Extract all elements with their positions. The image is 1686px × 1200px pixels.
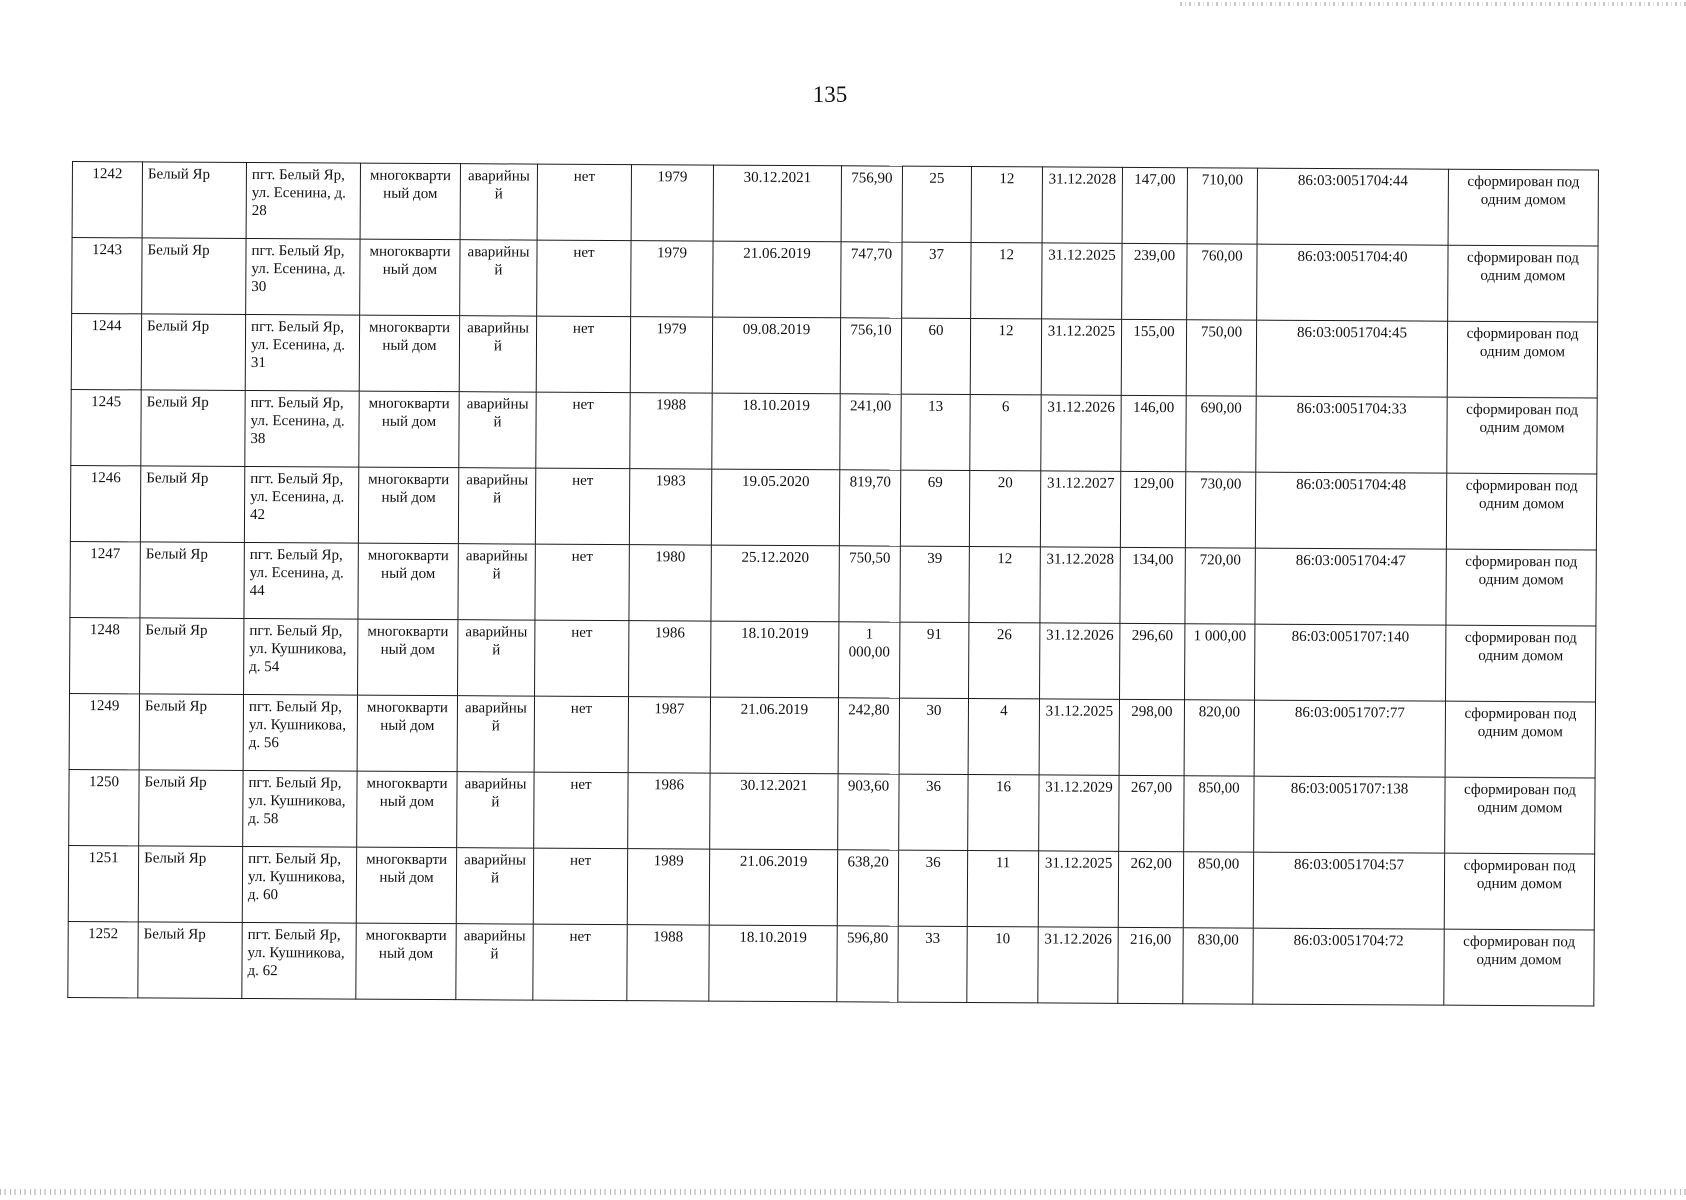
cell-note: сформирован под одним домом <box>1447 397 1597 474</box>
cell-cadastral: 86:03:0051704:48 <box>1255 472 1446 549</box>
cell-land-area: 730,00 <box>1185 472 1255 548</box>
cell-apartments: 12 <box>971 243 1042 319</box>
cell-note: сформирован под одним домом <box>1446 625 1596 702</box>
cell-deadline: 31.12.2025 <box>1039 699 1119 775</box>
cell-date: 21.06.2019 <box>709 849 837 926</box>
cell-house-type: многоквартиный дом <box>359 315 459 392</box>
cell-area: 750,50 <box>839 546 900 622</box>
cell-note: сформирован под одним домом <box>1446 549 1596 626</box>
cell-cadastral: 86:03:0051704:40 <box>1257 244 1448 321</box>
cell-land-area: 690,00 <box>1186 396 1256 472</box>
cell-address: пгт. Белый Яр, ул. Есенина, д. 38 <box>245 390 359 467</box>
cell-residents: 30 <box>899 698 968 774</box>
cell-area-2: 239,00 <box>1122 243 1187 319</box>
cell-cadastral: 86:03:0051707:77 <box>1254 700 1445 777</box>
cell-area-2: 134,00 <box>1120 547 1185 623</box>
cell-status: аварийный <box>460 240 537 316</box>
cell-date: 25.12.2020 <box>711 545 839 622</box>
cell-note: сформирован под одним домом <box>1445 701 1595 778</box>
cell-deadline: 31.12.2026 <box>1040 623 1120 699</box>
cell-date: 21.06.2019 <box>713 241 841 318</box>
cell-residents: 36 <box>898 850 967 926</box>
cell-area: 747,70 <box>841 242 902 318</box>
cell-date: 18.10.2019 <box>709 925 837 1002</box>
cell-apartments: 12 <box>970 319 1041 395</box>
cell-area: 241,00 <box>840 394 901 470</box>
cell-settlement: Белый Яр <box>142 162 246 239</box>
cell-flag: нет <box>535 620 629 697</box>
cell-flag: нет <box>534 772 628 849</box>
cell-settlement: Белый Яр <box>138 846 242 923</box>
cell-flag: нет <box>533 848 627 925</box>
cell-residents: 13 <box>901 394 970 470</box>
cell-residents: 33 <box>898 926 967 1002</box>
housing-table <box>67 161 1599 1007</box>
cell-year: 1989 <box>627 849 709 925</box>
cell-year: 1988 <box>627 925 709 1001</box>
table-row <box>70 617 1596 702</box>
table-row <box>72 238 1598 323</box>
cell-area-2: 262,00 <box>1118 851 1183 927</box>
cell-deadline: 31.12.2025 <box>1038 851 1118 927</box>
cell-apartments: 16 <box>968 775 1039 851</box>
cell-area: 819,70 <box>839 470 900 546</box>
table-row <box>69 693 1595 778</box>
table-row <box>71 389 1597 474</box>
cell-area: 756,10 <box>840 318 901 394</box>
cell-address: пгт. Белый Яр, ул. Есенина, д. 44 <box>244 542 358 619</box>
cell-cadastral: 86:03:0051704:57 <box>1253 852 1444 929</box>
cell-flag: нет <box>533 924 627 1001</box>
cell-status: аварийный <box>457 772 534 848</box>
cell-area: 638,20 <box>837 850 898 926</box>
table-row <box>70 465 1596 550</box>
cell-note: сформирован под одним домом <box>1448 169 1598 246</box>
cell-apartments: 12 <box>969 547 1040 623</box>
cell-area-2: 129,00 <box>1120 471 1185 547</box>
cell-number: 1243 <box>72 238 142 314</box>
cell-year: 1987 <box>628 697 710 773</box>
cell-residents: 60 <box>901 318 970 394</box>
cell-cadastral: 86:03:0051707:140 <box>1255 624 1446 701</box>
cell-area-2: 267,00 <box>1119 775 1184 851</box>
cell-number: 1250 <box>69 769 139 845</box>
cell-area: 242,80 <box>838 698 899 774</box>
cell-note: сформирован под одним домом <box>1445 777 1595 854</box>
cell-flag: нет <box>535 468 629 545</box>
cell-land-area: 830,00 <box>1183 928 1253 1004</box>
cell-area-2: 147,00 <box>1122 167 1187 243</box>
cell-settlement: Белый Яр <box>139 770 243 847</box>
cell-cadastral: 86:03:0051707:138 <box>1254 776 1445 853</box>
cell-address: пгт. Белый Яр, ул. Кушникова, д. 60 <box>242 846 356 923</box>
cell-area: 1 000,00 <box>839 622 900 698</box>
scan-noise-top <box>1180 2 1686 6</box>
table-row <box>69 769 1595 854</box>
cell-cadastral: 86:03:0051704:72 <box>1253 928 1444 1005</box>
cell-flag: нет <box>535 544 629 621</box>
cell-land-area: 820,00 <box>1184 700 1254 776</box>
cell-apartments: 26 <box>969 623 1040 699</box>
cell-cadastral: 86:03:0051704:47 <box>1255 548 1446 625</box>
cell-date: 21.06.2019 <box>710 697 838 774</box>
cell-apartments: 11 <box>967 851 1038 927</box>
cell-flag: нет <box>536 316 630 393</box>
cell-flag: нет <box>536 392 630 469</box>
cell-deadline: 31.12.2028 <box>1040 547 1120 623</box>
cell-flag: нет <box>537 164 631 241</box>
cell-house-type: многоквартиный дом <box>358 619 458 696</box>
cell-year: 1979 <box>631 165 713 241</box>
cell-house-type: многоквартиный дом <box>360 163 460 240</box>
cell-date: 19.05.2020 <box>711 469 839 546</box>
cell-note: сформирован под одним домом <box>1448 245 1598 322</box>
table-row <box>68 845 1594 930</box>
cell-number: 1247 <box>70 541 140 617</box>
cell-settlement: Белый Яр <box>142 238 246 315</box>
cell-residents: 91 <box>900 622 969 698</box>
cell-address: пгт. Белый Яр, ул. Кушникова, д. 58 <box>243 770 357 847</box>
cell-house-type: многоквартиный дом <box>356 847 456 924</box>
cell-note: сформирован под одним домом <box>1444 853 1594 930</box>
cell-deadline: 31.12.2028 <box>1042 167 1122 243</box>
cell-land-area: 710,00 <box>1187 168 1257 244</box>
cell-number: 1245 <box>71 389 141 465</box>
cell-year: 1980 <box>629 545 711 621</box>
cell-land-area: 850,00 <box>1183 852 1253 928</box>
cell-house-type: многоквартиный дом <box>357 771 457 848</box>
cell-year: 1979 <box>631 241 713 317</box>
cell-year: 1986 <box>628 773 710 849</box>
cell-address: пгт. Белый Яр, ул. Есенина, д. 30 <box>246 238 360 315</box>
cell-number: 1246 <box>70 465 140 541</box>
cell-deadline: 31.12.2025 <box>1041 319 1121 395</box>
cell-residents: 69 <box>900 470 969 546</box>
cell-year: 1986 <box>629 621 711 697</box>
cell-house-type: многоквартиный дом <box>358 467 458 544</box>
cell-house-type: многоквартиный дом <box>359 391 459 468</box>
cell-settlement: Белый Яр <box>140 618 244 695</box>
cell-residents: 39 <box>900 546 969 622</box>
cell-apartments: 20 <box>969 471 1040 547</box>
cell-land-area: 750,00 <box>1186 320 1256 396</box>
cell-cadastral: 86:03:0051704:33 <box>1256 396 1447 473</box>
cell-number: 1244 <box>71 314 141 390</box>
cell-apartments: 6 <box>970 395 1041 471</box>
cell-settlement: Белый Яр <box>140 542 244 619</box>
cell-number: 1251 <box>68 845 138 921</box>
cell-date: 30.12.2021 <box>713 165 841 242</box>
table-row <box>72 162 1598 247</box>
cell-status: аварийный <box>458 544 535 620</box>
cell-residents: 25 <box>902 166 971 242</box>
cell-number: 1242 <box>72 162 142 238</box>
cell-number: 1252 <box>68 921 138 997</box>
cell-cadastral: 86:03:0051704:45 <box>1256 320 1447 397</box>
table-row <box>70 541 1596 626</box>
cell-status: аварийный <box>458 468 535 544</box>
cell-status: аварийный <box>456 924 533 1000</box>
cell-apartments: 12 <box>971 167 1042 243</box>
page-number: 135 <box>812 82 848 107</box>
cell-apartments: 4 <box>968 699 1039 775</box>
cell-date: 30.12.2021 <box>710 773 838 850</box>
cell-date: 18.10.2019 <box>711 621 839 698</box>
cell-deadline: 31.12.2027 <box>1040 471 1120 547</box>
table-body <box>68 162 1599 1007</box>
cell-cadastral: 86:03:0051704:44 <box>1257 168 1448 245</box>
cell-year: 1983 <box>629 469 711 545</box>
cell-number: 1248 <box>70 617 140 693</box>
cell-status: аварийный <box>458 620 535 696</box>
cell-note: сформирован под одним домом <box>1446 473 1596 550</box>
cell-flag: нет <box>534 696 628 773</box>
cell-address: пгт. Белый Яр, ул. Кушникова, д. 56 <box>243 694 357 771</box>
cell-settlement: Белый Яр <box>141 390 245 467</box>
cell-area: 596,80 <box>837 926 898 1002</box>
cell-address: пгт. Белый Яр, ул. Кушникова, д. 54 <box>244 618 358 695</box>
cell-settlement: Белый Яр <box>138 922 242 999</box>
cell-note: сформирован под одним домом <box>1444 929 1594 1006</box>
cell-address: пгт. Белый Яр, ул. Есенина, д. 28 <box>246 162 360 239</box>
cell-house-type: многоквартиный дом <box>358 543 458 620</box>
cell-house-type: многоквартиный дом <box>357 695 457 772</box>
cell-status: аварийный <box>457 696 534 772</box>
cell-deadline: 31.12.2025 <box>1042 243 1122 319</box>
cell-land-area: 720,00 <box>1185 548 1255 624</box>
scan-noise-bottom <box>0 1189 1686 1195</box>
cell-status: аварийный <box>456 848 533 924</box>
cell-address: пгт. Белый Яр, ул. Кушникова, д. 62 <box>242 922 356 999</box>
cell-status: аварийный <box>459 316 536 392</box>
cell-deadline: 31.12.2026 <box>1038 927 1118 1003</box>
cell-date: 18.10.2019 <box>712 393 840 470</box>
table-row <box>68 921 1594 1006</box>
table-row <box>71 314 1597 399</box>
cell-land-area: 760,00 <box>1187 244 1257 320</box>
cell-settlement: Белый Яр <box>141 314 245 391</box>
cell-land-area: 1 000,00 <box>1185 624 1255 700</box>
cell-status: аварийный <box>460 164 537 240</box>
cell-area-2: 146,00 <box>1121 395 1186 471</box>
cell-land-area: 850,00 <box>1184 776 1254 852</box>
cell-area: 903,60 <box>838 774 899 850</box>
cell-status: аварийный <box>459 392 536 468</box>
cell-date: 09.08.2019 <box>712 317 840 394</box>
cell-deadline: 31.12.2029 <box>1039 775 1119 851</box>
cell-house-type: многоквартиный дом <box>356 923 456 1000</box>
cell-settlement: Белый Яр <box>139 694 243 771</box>
cell-area: 756,90 <box>841 166 902 242</box>
cell-address: пгт. Белый Яр, ул. Есенина, д. 31 <box>245 314 359 391</box>
cell-house-type: многоквартиный дом <box>360 239 460 316</box>
cell-deadline: 31.12.2026 <box>1041 395 1121 471</box>
cell-area-2: 296,60 <box>1120 623 1185 699</box>
cell-residents: 37 <box>902 242 971 318</box>
cell-area-2: 216,00 <box>1118 927 1183 1003</box>
cell-year: 1988 <box>630 393 712 469</box>
cell-settlement: Белый Яр <box>140 466 244 543</box>
cell-residents: 36 <box>899 774 968 850</box>
cell-area-2: 155,00 <box>1121 319 1186 395</box>
cell-number: 1249 <box>69 693 139 769</box>
cell-address: пгт. Белый Яр, ул. Есенина, д. 42 <box>244 466 358 543</box>
cell-area-2: 298,00 <box>1119 699 1184 775</box>
cell-year: 1979 <box>630 317 712 393</box>
cell-apartments: 10 <box>967 927 1038 1003</box>
cell-flag: нет <box>537 240 631 317</box>
cell-note: сформирован под одним домом <box>1447 321 1597 398</box>
